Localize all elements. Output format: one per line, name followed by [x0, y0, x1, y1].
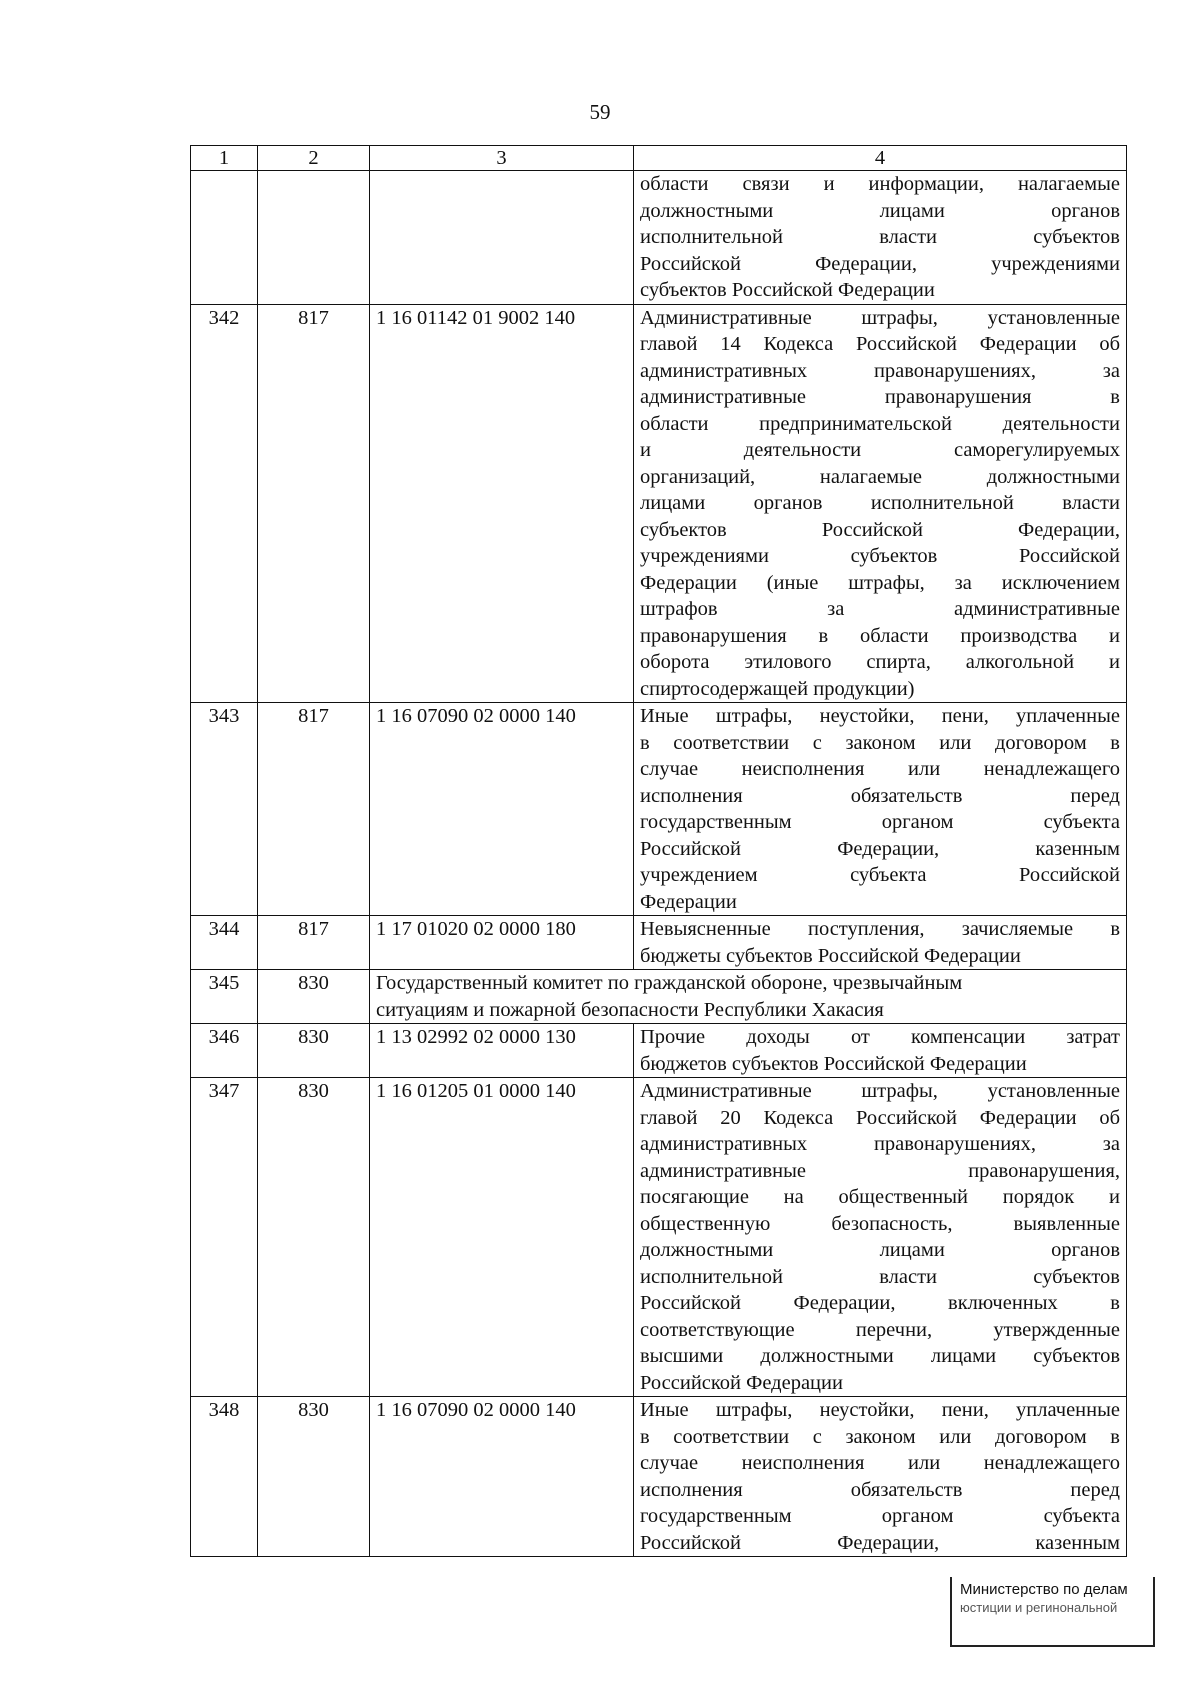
text-line: лицами органов исполнительной власти: [640, 492, 1120, 514]
text-line: главой 14 Кодекса Российской Федерации об: [640, 333, 1120, 355]
budget-classification-code: 1 13 02992 02 0000 130: [370, 1024, 634, 1078]
text-line: случае неисполнения или ненадлежащего: [640, 758, 1120, 780]
text-line: случае неисполнения или ненадлежащего: [640, 1452, 1120, 1474]
row-number: 342: [191, 304, 258, 703]
text-line: области предпринимательской деятельности: [640, 412, 1120, 435]
text-line: государственным органом субъекта: [640, 1505, 1120, 1527]
budget-classification-code: 1 16 01205 01 0000 140: [370, 1078, 634, 1397]
revenue-description: [634, 171, 1127, 305]
revenue-description: [634, 916, 1127, 970]
stamp-line-2: юстиции и регинональной: [960, 1600, 1118, 1615]
text-line: бюджеты субъектов Российской Федерации: [640, 944, 1021, 967]
table-body: [191, 171, 1127, 1557]
text-line: исполнения обязательств перед: [640, 784, 1120, 807]
revenue-description: [634, 1024, 1127, 1078]
page-number: 59: [589, 100, 611, 124]
text-line: спиртосодержащей продукции): [640, 677, 915, 700]
table-row: [191, 304, 1127, 703]
text-line: высшими должностными лицами субъектов: [640, 1345, 1120, 1367]
text-line: штрафов за административные: [640, 598, 1120, 620]
text-line: в соответствии с законом или договором в: [640, 1425, 1120, 1448]
text-line: Административные штрафы, установленные: [640, 306, 1120, 329]
text-line: Федерации (иные штрафы, за исключением: [640, 571, 1120, 594]
text-line: должностными лицами органов: [640, 1239, 1120, 1261]
text-line: Российской Федерации, включенных в: [640, 1292, 1120, 1314]
table-row: [191, 916, 1127, 970]
text-line: исполнения обязательств перед: [640, 1478, 1120, 1501]
text-line: области связи и информации, налагаемые: [640, 173, 1120, 195]
text-line: общественную безопасность, выявленные: [640, 1212, 1120, 1235]
budget-classification-code: [370, 171, 634, 305]
text-line: ситуациям и пожарной безопасности Республики Хакасия: [376, 998, 884, 1021]
header-col-4: 4: [634, 146, 1127, 171]
row-number: 346: [191, 1024, 258, 1078]
department-name: [370, 970, 1127, 1024]
text-line: Российской Федерации: [640, 1371, 843, 1394]
text-line: организаций, налагаемые должностными: [640, 465, 1120, 488]
revenue-description: [634, 304, 1127, 703]
table-row: [191, 970, 1127, 1024]
text-line: оборота этилового спирта, алкогольной и: [640, 651, 1120, 673]
budget-classification-code: 1 17 01020 02 0000 180: [370, 916, 634, 970]
row-number: 348: [191, 1397, 258, 1557]
text-line: посягающие на общественный порядок и: [640, 1186, 1120, 1208]
budget-classification-code: 1 16 07090 02 0000 140: [370, 703, 634, 916]
header-col-3: 3: [370, 146, 634, 171]
text-line: учреждением субъекта Российской: [640, 864, 1120, 886]
admin-code: 830: [258, 970, 370, 1024]
text-line: Административные штрафы, установленные: [640, 1080, 1120, 1102]
text-line: административных правонарушениях, за: [640, 359, 1120, 382]
stamp-line-1: Министерство по делам: [960, 1581, 1128, 1598]
revenue-description: [634, 1397, 1127, 1557]
table-row: [191, 703, 1127, 916]
text-line: правонарушения в области производства и: [640, 624, 1120, 647]
revenue-codes-table: [190, 145, 1127, 1557]
text-line: бюджетов субъектов Российской Федерации: [640, 1052, 1027, 1075]
text-line: Российской Федерации, учреждениями: [640, 252, 1120, 275]
text-line: Прочие доходы от компенсации затрат: [640, 1026, 1120, 1048]
text-line: главой 20 Кодекса Российской Федерации об: [640, 1106, 1120, 1129]
text-line: Иные штрафы, неустойки, пени, уплаченные: [640, 705, 1120, 727]
table-row: [191, 171, 1127, 305]
row-number: [191, 171, 258, 305]
row-number: 343: [191, 703, 258, 916]
budget-classification-code: 1 16 01142 01 9002 140: [370, 304, 634, 703]
budget-classification-code: 1 16 07090 02 0000 140: [370, 1397, 634, 1557]
text-line: и деятельности саморегулируемых: [640, 439, 1120, 461]
text-line: соответствующие перечни, утвержденные: [640, 1318, 1120, 1341]
text-line: Российской Федерации, казенным: [640, 837, 1120, 860]
admin-code: 830: [258, 1024, 370, 1078]
text-line: Невыясненные поступления, зачисляемые в: [640, 918, 1120, 940]
text-line: Российской Федерации, казенным: [640, 1531, 1120, 1554]
row-number: 344: [191, 916, 258, 970]
text-line: Государственный комитет по гражданской обороне, чрезвычайным: [376, 972, 963, 994]
text-line: в соответствии с законом или договором в: [640, 731, 1120, 754]
text-line: исполнительной власти субъектов: [640, 1265, 1120, 1288]
text-line: Иные штрафы, неустойки, пени, уплаченные: [640, 1399, 1120, 1421]
text-line: исполнительной власти субъектов: [640, 226, 1120, 248]
text-line: учреждениями субъектов Российской: [640, 545, 1120, 567]
admin-code: 817: [258, 304, 370, 703]
header-col-2: 2: [258, 146, 370, 171]
text-line: Федерации: [640, 890, 737, 913]
registration-stamp: [950, 1577, 1155, 1647]
admin-code: 830: [258, 1397, 370, 1557]
admin-code: 817: [258, 703, 370, 916]
revenue-description: [634, 703, 1127, 916]
revenue-description: [634, 1078, 1127, 1397]
text-line: должностными лицами органов: [640, 199, 1120, 222]
admin-code: [258, 171, 370, 305]
table-row: [191, 1078, 1127, 1397]
table-row: [191, 1024, 1127, 1078]
text-line: административные правонарушения,: [640, 1159, 1120, 1182]
text-line: субъектов Российской Федерации: [640, 279, 935, 301]
header-col-1: 1: [191, 146, 258, 171]
text-line: административные правонарушения в: [640, 386, 1120, 408]
row-number: 347: [191, 1078, 258, 1397]
admin-code: 817: [258, 916, 370, 970]
table-header-row: [191, 146, 1127, 171]
text-line: субъектов Российской Федерации,: [640, 518, 1120, 541]
text-line: государственным органом субъекта: [640, 811, 1120, 833]
text-line: административных правонарушениях, за: [640, 1133, 1120, 1155]
table-row: [191, 1397, 1127, 1557]
admin-code: 830: [258, 1078, 370, 1397]
stamp-border: [950, 1645, 1155, 1647]
row-number: 345: [191, 970, 258, 1024]
